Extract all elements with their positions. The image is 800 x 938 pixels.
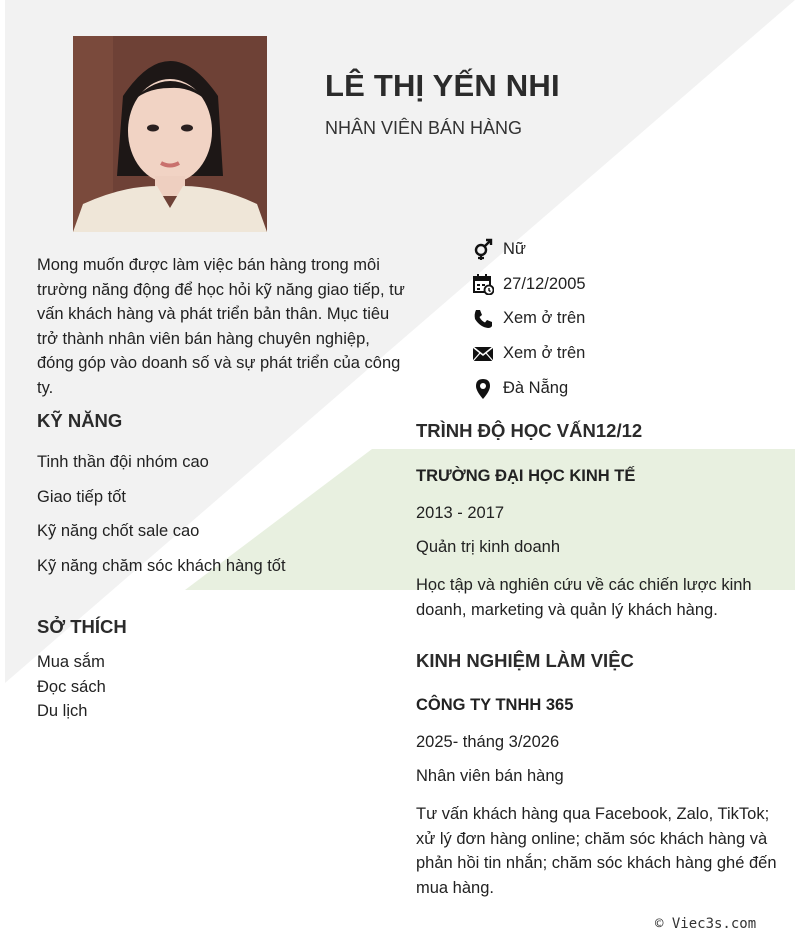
experience-years: 2025- tháng 3/2026 bbox=[416, 733, 560, 751]
location-value: Đà Nẵng bbox=[503, 379, 569, 398]
list-item: Du lịch bbox=[37, 702, 88, 721]
job-title: NHÂN VIÊN BÁN HÀNG bbox=[325, 118, 523, 138]
experience-description: Tư vấn khách hàng qua Facebook, Zalo, TikTok; xử lý đơn hàng online; chăm sóc khách hàng và phản hồi tin nhắn; chăm sóc khách hàng ghé đến mua hàng. bbox=[416, 805, 777, 897]
calendar-icon bbox=[472, 273, 494, 295]
experience-heading: KINH NGHIỆM LÀM VIỆC bbox=[416, 650, 634, 671]
career-objective: Mong muốn được làm việc bán hàng trong môi trường năng động để học hỏi kỹ năng giao tiếp, tư vấn khách hàng và phát triển bản thân. Mục tiêu trở thành nhân viên bán hàng chuyên nghiệp, đóng góp vào doanh số và sự phát triển của công ty. bbox=[37, 256, 405, 397]
contact-item-email bbox=[472, 336, 586, 371]
candidate-name: LÊ THỊ YẾN NHI bbox=[325, 68, 560, 103]
education-school: TRƯỜNG ĐẠI HỌC KINH TẾ bbox=[416, 467, 636, 485]
email-icon bbox=[472, 343, 494, 365]
list-item: Kỹ năng chốt sale cao bbox=[37, 522, 200, 541]
contact-item-gender bbox=[472, 232, 586, 267]
list-item: Mua sắm bbox=[37, 653, 105, 671]
list-item: Kỹ năng chăm sóc khách hàng tốt bbox=[37, 557, 286, 576]
location-pin-icon bbox=[472, 378, 494, 400]
gender-icon bbox=[472, 238, 494, 260]
education-description: Học tập và nghiên cứu về các chiến lược kinh doanh, marketing và quản lý khách hàng. bbox=[416, 576, 752, 619]
email-value: Xem ở trên bbox=[503, 344, 586, 363]
contact-item-birthdate bbox=[472, 267, 586, 302]
education-years: 2013 - 2017 bbox=[416, 504, 505, 522]
birthdate-value: 27/12/2005 bbox=[503, 274, 586, 293]
education-major: Quản trị kinh doanh bbox=[416, 538, 561, 556]
experience-role: Nhân viên bán hàng bbox=[416, 767, 564, 785]
phone-value: Xem ở trên bbox=[503, 309, 586, 328]
experience-company: CÔNG TY TNHH 365 bbox=[416, 696, 574, 714]
watermark: © Viec3s.com bbox=[655, 916, 757, 932]
contact-item-phone bbox=[472, 302, 586, 337]
gender-value: Nữ bbox=[503, 239, 526, 258]
profile-photo bbox=[73, 36, 267, 232]
phone-icon bbox=[472, 308, 494, 330]
skills-list bbox=[37, 451, 286, 590]
hobbies-list bbox=[37, 651, 106, 725]
education-heading: TRÌNH ĐỘ HỌC VẤN12/12 bbox=[416, 420, 643, 441]
list-item: Giao tiếp tốt bbox=[37, 487, 126, 506]
list-item: Tinh thần đội nhóm cao bbox=[37, 453, 209, 471]
hobbies-heading: SỞ THÍCH bbox=[37, 616, 127, 637]
contact-item-location bbox=[472, 371, 586, 406]
contact-info-list bbox=[472, 232, 586, 406]
skills-heading: KỸ NĂNG bbox=[37, 410, 123, 431]
list-item: Đọc sách bbox=[37, 677, 106, 696]
